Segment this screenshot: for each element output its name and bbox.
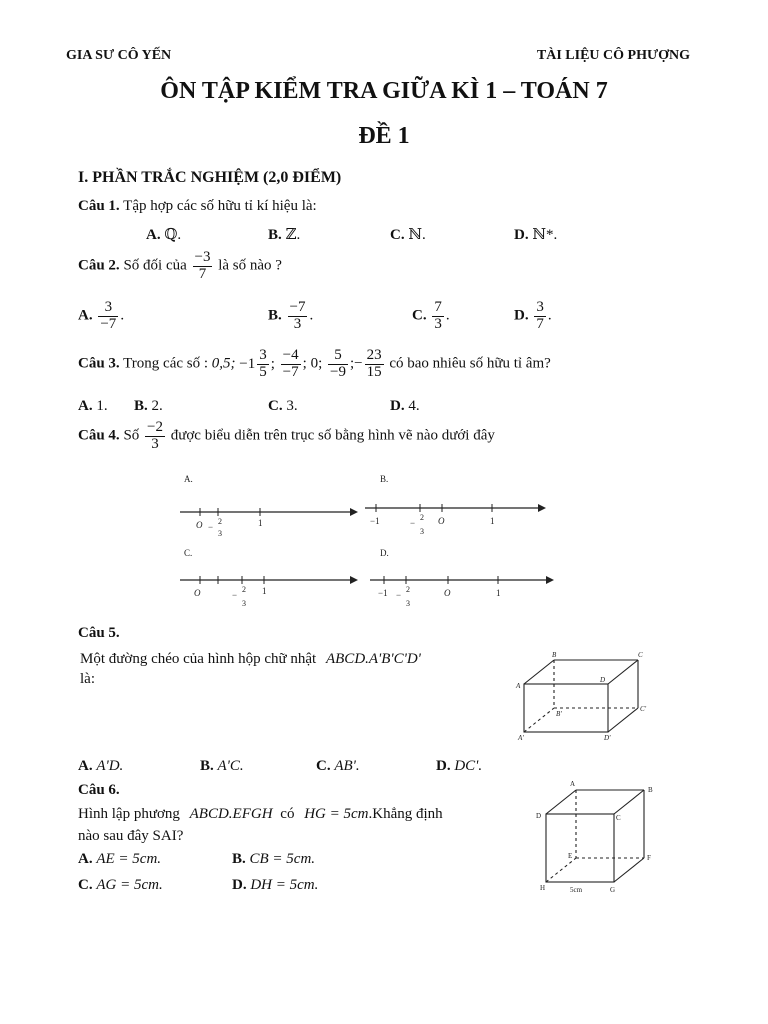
- q2-option-a: A. $\frac{3}{-7}$ .: [78, 299, 125, 332]
- figure-a-origin-label: O: [196, 520, 203, 530]
- q3-option-d: [390, 398, 420, 415]
- question-1: [78, 198, 317, 215]
- figure-d-minus: −: [396, 590, 402, 600]
- fraction-denominator: 15: [366, 363, 382, 380]
- question-3: Câu 3. Trong các số : 0,5; −1 $\frac{3}{5}$ ; $\frac{-4}{-7}$ ; 0; $\frac{5}{-9}$ ;− $\frac{23}{15}$ có bao nhiêu số hữu tỉ âm?: [78, 347, 551, 380]
- option-key: D.: [514, 227, 529, 243]
- math-expression: ABCD.A'B'C'D': [325, 651, 421, 667]
- option-key: B.: [268, 307, 282, 324]
- fraction-denominator: −7: [282, 363, 299, 380]
- fraction-numerator: 3: [98, 300, 118, 317]
- cube-edge: [614, 790, 644, 814]
- q6-option-a: [78, 851, 161, 868]
- option-value: ℚ.: [164, 227, 182, 243]
- fraction-denominator: 5: [259, 363, 267, 380]
- fraction-numerator: 7: [434, 299, 442, 315]
- fraction-denominator: 3: [151, 435, 159, 452]
- figure-a-one-label: 1: [258, 518, 263, 528]
- option-key: D.: [232, 877, 247, 893]
- vertex-label: F: [647, 854, 651, 862]
- q5-option-b: [200, 758, 244, 775]
- vertex-label: B: [648, 786, 653, 794]
- vertex-label: E: [568, 852, 573, 860]
- fraction: [432, 300, 444, 333]
- fraction: [288, 300, 308, 333]
- vertex-label: C': [640, 705, 647, 713]
- option-value: A'D.: [96, 758, 124, 774]
- option-value: DC'.: [454, 758, 483, 774]
- figure-a-arrow: [350, 508, 358, 516]
- vertex-label: C: [638, 651, 643, 659]
- option-key: C.: [390, 227, 405, 243]
- option-value: AE = 5cm.: [96, 851, 162, 867]
- vertex-label: A: [570, 780, 576, 788]
- option-key: A.: [78, 851, 93, 867]
- number-prefix: −: [354, 355, 363, 372]
- q3-option-c: [268, 398, 298, 415]
- figure-b-minus: −: [410, 518, 416, 528]
- q1-option-c: [390, 225, 426, 244]
- option-key: D.: [390, 398, 405, 414]
- option-key: A.: [78, 758, 93, 774]
- question-text: Trong các số :: [123, 355, 209, 372]
- option-key: A.: [78, 398, 93, 414]
- question-4: [78, 420, 495, 453]
- math-expression: HG = 5cm: [304, 806, 369, 822]
- q3-option-b: [134, 398, 163, 415]
- figure-a-minus: −: [208, 522, 214, 532]
- q6-option-b: [232, 851, 315, 868]
- fraction: [365, 348, 384, 381]
- q2-option-c: C. $\frac{7}{3}$ .: [412, 299, 450, 332]
- question-5-line-2: là:: [80, 671, 95, 687]
- q1-option-b: [268, 225, 300, 244]
- fraction: [281, 348, 301, 381]
- vertex-label: D: [600, 676, 606, 684]
- number-4: 0;: [310, 355, 323, 372]
- question-5-line-1: [80, 651, 421, 668]
- figure-c-one-label: 1: [262, 586, 267, 596]
- option-value: 2.: [151, 398, 163, 414]
- q5-option-a: [78, 758, 123, 775]
- question-text: Tập hợp các số hữu tỉ kí hiệu là:: [123, 198, 317, 214]
- fraction-numerator: 5: [328, 348, 348, 365]
- figure-b-frac-den: 3: [420, 527, 424, 536]
- number-line-figures: [170, 470, 570, 625]
- fraction: [145, 420, 165, 453]
- figure-d-tag: D.: [380, 548, 389, 558]
- fraction: [193, 250, 213, 283]
- cube-edge: [614, 858, 644, 882]
- figure-c-frac-num: 2: [242, 585, 246, 594]
- number-prefix: −1: [239, 355, 256, 372]
- option-key: C.: [78, 877, 93, 893]
- fraction-numerator: 3: [536, 299, 544, 315]
- fraction-denominator: 7: [536, 315, 544, 332]
- figure-d-frac-den: 3: [406, 599, 410, 608]
- page-title: ÔN TẬP KIỂM TRA GIỮA KÌ 1 – TOÁN 7: [160, 78, 608, 104]
- figure-a-tag: A.: [184, 474, 193, 484]
- question-5-label: Câu 5.: [78, 625, 120, 641]
- option-value: AB'.: [334, 758, 360, 774]
- fraction-numerator: −3: [194, 249, 211, 265]
- fraction-denominator: 3: [293, 315, 302, 332]
- header-right: TÀI LIỆU CÔ PHƯỢNG: [536, 48, 690, 63]
- vertex-label: D: [536, 812, 542, 820]
- option-key: C.: [316, 758, 331, 774]
- question-text-tail: .Khẳng định: [368, 806, 443, 822]
- figure-c-arrow: [350, 576, 358, 584]
- question-text: Số: [123, 427, 140, 444]
- question-text-mid: có: [280, 806, 295, 822]
- figure-b-origin-label: O: [438, 516, 445, 526]
- figure-b-arrow: [538, 504, 546, 512]
- figure-b-tag: B.: [380, 474, 389, 484]
- figure-d-arrow: [546, 576, 554, 584]
- fraction: [328, 348, 348, 381]
- edge-length-label: 5cm: [570, 886, 583, 894]
- fraction-denominator: −9: [329, 363, 346, 380]
- question-text-tail: là số nào ?: [218, 257, 282, 274]
- option-key: B.: [268, 227, 282, 243]
- q1-option-a: [146, 225, 181, 244]
- box-edge: [608, 708, 638, 732]
- option-value: ℕ*.: [532, 227, 558, 243]
- box-figure: [512, 648, 652, 744]
- fraction: [98, 300, 118, 333]
- fraction: [257, 348, 269, 381]
- vertex-label: C: [616, 814, 621, 822]
- section-heading: I. PHẦN TRẮC NGHIỆM (2,0 ĐIỂM): [78, 169, 342, 186]
- figure-b-one-label: 1: [490, 516, 495, 526]
- option-key: C.: [268, 398, 283, 414]
- option-value: DH = 5cm.: [250, 877, 319, 893]
- q3-option-a: [78, 398, 108, 415]
- option-value: ℤ.: [285, 227, 301, 243]
- fraction-denominator: 3: [434, 315, 442, 332]
- figure-c-tag: C.: [184, 548, 193, 558]
- header-left: GIA SƯ CÔ YẾN: [66, 48, 172, 63]
- option-key: C.: [412, 307, 427, 324]
- option-value: CB = 5cm.: [249, 851, 316, 867]
- fraction-numerator: −7: [289, 299, 306, 315]
- q5-option-c: [316, 758, 360, 775]
- figure-d-minus-one-label: −1: [378, 588, 388, 598]
- option-value: ℕ.: [408, 227, 426, 243]
- vertex-label: A': [518, 734, 524, 742]
- page-subtitle: ĐỀ 1: [358, 123, 410, 149]
- figure-b-frac-num: 2: [420, 513, 424, 522]
- figure-d-origin-label: O: [444, 588, 451, 598]
- figure-a-frac-num: 2: [218, 517, 222, 526]
- fraction-numerator: 3: [259, 347, 267, 363]
- fraction-numerator: −4: [282, 347, 299, 363]
- cube-edge: [546, 790, 576, 814]
- vertex-label: B': [556, 710, 562, 718]
- fraction: [534, 300, 546, 333]
- figure-d-one-label: 1: [496, 588, 501, 598]
- question-text: Hình lập phương: [78, 806, 180, 822]
- question-label: Câu 4.: [78, 427, 120, 444]
- q2-option-d: D. $\frac{3}{7}$ .: [514, 299, 552, 332]
- question-label: Câu 1.: [78, 198, 120, 214]
- question-text-tail: có bao nhiêu số hữu tỉ âm?: [389, 355, 551, 372]
- question-label: Câu 3.: [78, 355, 120, 372]
- option-value: 1.: [96, 398, 108, 414]
- figure-c-minus: −: [232, 590, 238, 600]
- box-edge: [524, 660, 554, 684]
- question-text: Một đường chéo của hình hộp chữ nhật: [80, 651, 317, 667]
- option-value: 3.: [286, 398, 298, 414]
- option-key: A.: [78, 307, 93, 324]
- figure-a-frac-den: 3: [218, 529, 222, 538]
- vertex-label: H: [540, 884, 546, 892]
- option-key: B.: [134, 398, 148, 414]
- vertex-label: B: [552, 651, 557, 659]
- fraction-numerator: −2: [147, 419, 163, 435]
- option-key: D.: [514, 307, 529, 324]
- q2-option-b: B. $\frac{-7}{3}$ .: [268, 299, 314, 332]
- q1-option-d: [514, 225, 557, 244]
- box-hidden-edge: [524, 708, 554, 732]
- figure-c-origin-label: O: [194, 588, 201, 598]
- q5-option-d: [436, 758, 482, 775]
- number-2: −1 $\frac{3}{5}$ ;: [239, 347, 275, 380]
- option-value: 4.: [408, 398, 420, 414]
- option-value: A'C.: [217, 758, 244, 774]
- fraction-numerator: 23: [366, 347, 382, 363]
- number-1: 0,5;: [211, 355, 236, 372]
- option-value: AG = 5cm.: [96, 877, 163, 893]
- figure-d-frac-num: 2: [406, 585, 410, 594]
- q6-option-c: [78, 877, 163, 894]
- box-edge: [608, 660, 638, 684]
- question-2: [78, 250, 282, 283]
- vertex-label: D': [604, 734, 611, 742]
- question-label: Câu 2.: [78, 257, 120, 274]
- question-text-tail: được biểu diễn trên trục số bằng hình vẽ nào dưới đây: [170, 427, 495, 444]
- cube-front-face: [546, 814, 614, 882]
- q6-option-d: [232, 877, 318, 894]
- option-key: A.: [146, 227, 161, 243]
- question-6-label: Câu 6.: [78, 782, 120, 798]
- vertex-label: A: [516, 682, 521, 690]
- math-expression: ABCD.EFGH: [189, 806, 273, 822]
- cube-hidden-edge: [546, 858, 576, 882]
- figure-c-frac-den: 3: [242, 599, 246, 608]
- option-key: B.: [232, 851, 246, 867]
- cube-figure: [532, 778, 666, 902]
- question-6-line-1: [78, 806, 443, 823]
- option-key: D.: [436, 758, 451, 774]
- question-text: Số đối của: [123, 257, 187, 274]
- fraction-denominator: 7: [198, 265, 207, 282]
- figure-b-minus-one-label: −1: [370, 516, 380, 526]
- option-key: B.: [200, 758, 214, 774]
- question-6-line-2: nào sau đây SAI?: [78, 828, 184, 844]
- vertex-label: G: [610, 886, 616, 894]
- fraction-denominator: −7: [100, 315, 117, 332]
